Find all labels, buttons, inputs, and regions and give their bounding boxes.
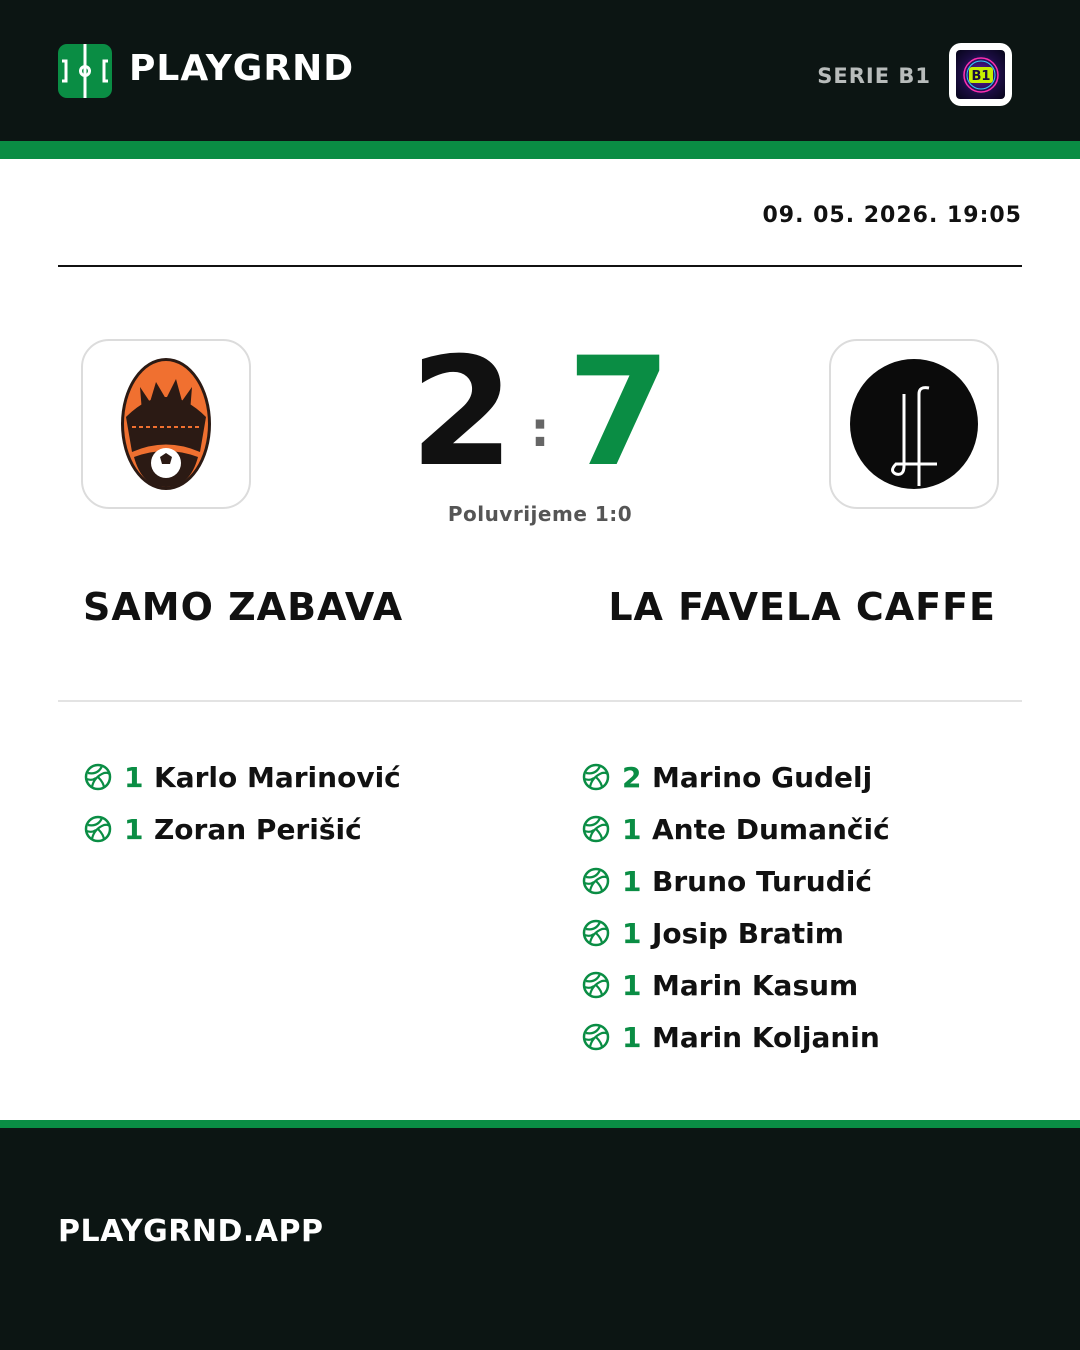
league-logo-text: B1: [971, 68, 990, 84]
scorer-row: [582, 855, 890, 907]
league-name: SERIE B1: [817, 64, 931, 88]
football-icon: [84, 814, 114, 844]
scorer-goals: 1: [124, 812, 144, 846]
away-team-name: LA FAVELA CAFFE: [608, 585, 996, 629]
footer-stripe: [0, 1120, 1080, 1128]
header: [0, 0, 1080, 141]
score-separator: :: [530, 402, 550, 458]
match-datetime: 09. 05. 2026. 19:05: [762, 203, 1022, 228]
footer-url[interactable]: PLAYGRND.APP: [58, 1214, 324, 1249]
divider: [58, 265, 1022, 267]
scorer-goals: 1: [622, 916, 642, 950]
brand-name: PLAYGRND: [129, 48, 355, 89]
scorer-name: Josip Bratim: [652, 916, 844, 950]
home-team-logo: [81, 339, 251, 509]
scorer-name: Marin Kasum: [652, 968, 859, 1002]
home-team-name: SAMO ZABAVA: [83, 585, 404, 629]
football-icon: [582, 918, 612, 948]
scorer-goals: 1: [622, 968, 642, 1002]
pitch-icon: [58, 44, 112, 98]
scorer-goals: 2: [622, 760, 642, 794]
football-icon: [582, 814, 612, 844]
header-stripe: [0, 141, 1080, 159]
scorer-name: Marin Koljanin: [652, 1020, 880, 1054]
away-team-logo: [829, 339, 999, 509]
scorer-goals: 1: [622, 1020, 642, 1054]
football-icon: [582, 866, 612, 896]
la-favela-caffe-monogram: [849, 358, 979, 490]
home-scorers-list: [84, 751, 401, 855]
samo-zabava-crest: [120, 357, 212, 491]
halftime-score: Poluvrijeme 1:0: [447, 502, 633, 526]
league-logo-emblem: [961, 55, 1001, 95]
league-logo: [949, 43, 1012, 106]
divider-light: [58, 700, 1022, 702]
scorer-goals: 1: [622, 864, 642, 898]
away-score: 7: [566, 326, 672, 500]
scorer-name: Ante Dumančić: [652, 812, 890, 846]
scorer-row: [582, 959, 890, 1011]
scorer-name: Karlo Marinović: [154, 760, 401, 794]
scorer-name: Marino Gudelj: [652, 760, 873, 794]
scorer-row: [84, 803, 401, 855]
scorer-row: [582, 803, 890, 855]
scorer-row: [582, 907, 890, 959]
away-scorers-list: [582, 751, 890, 1063]
scorer-row: [582, 1011, 890, 1063]
scorer-goals: 1: [622, 812, 642, 846]
scorer-name: Zoran Perišić: [154, 812, 362, 846]
scorer-row: [582, 751, 890, 803]
football-icon: [582, 1022, 612, 1052]
scorer-name: Bruno Turudić: [652, 864, 872, 898]
scorer-goals: 1: [124, 760, 144, 794]
football-icon: [582, 970, 612, 1000]
home-score: 2: [409, 326, 515, 500]
football-icon: [582, 762, 612, 792]
scorer-row: [84, 751, 401, 803]
football-icon: [84, 762, 114, 792]
